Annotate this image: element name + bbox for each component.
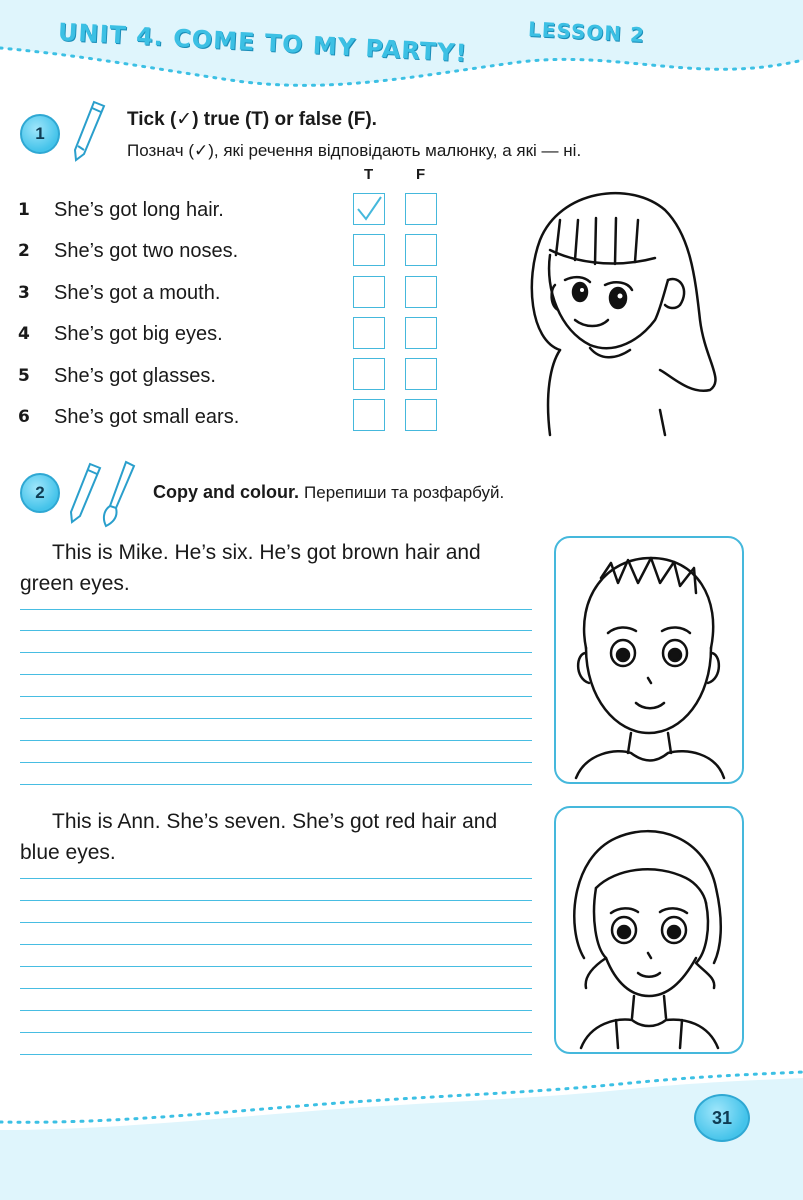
true-checkbox-2[interactable] (353, 234, 385, 266)
writing-line[interactable] (20, 966, 532, 967)
true-checkbox-5[interactable] (353, 358, 385, 390)
statement-row (18, 316, 223, 352)
statement-row (18, 358, 216, 394)
statement-text: She’s got glasses. (54, 364, 216, 387)
statement-number: 1 (18, 200, 30, 220)
exercise-2-instruction-en: Copy and colour. (153, 482, 300, 502)
true-checkbox-4[interactable] (353, 317, 385, 349)
page-number: 31 (694, 1094, 750, 1142)
statement-row (18, 399, 239, 435)
statement-number: 2 (18, 241, 30, 261)
false-checkbox-3[interactable] (405, 276, 437, 308)
exercise-1-instruction-en: Tick (✓) true (T) or false (F). (127, 109, 377, 130)
writing-line[interactable] (20, 762, 532, 763)
statement-number: 5 (18, 366, 30, 386)
writing-line[interactable] (20, 652, 532, 653)
statement-number: 4 (18, 324, 30, 344)
writing-line[interactable] (20, 1032, 532, 1033)
false-checkbox-1[interactable] (405, 193, 437, 225)
copy-paragraph-mike: This is Mike. He’s six. He’s got brown hair and green eyes. (20, 541, 481, 595)
girl-face-illustration (520, 180, 735, 440)
false-checkbox-4[interactable] (405, 317, 437, 349)
writing-line[interactable] (20, 878, 532, 879)
statement-text: She’s got small ears. (54, 405, 240, 428)
writing-line[interactable] (20, 740, 532, 741)
writing-line[interactable] (20, 674, 532, 675)
statement-row (18, 192, 224, 228)
girl-ann-face-illustration (556, 808, 742, 1052)
false-column-header: F (416, 166, 426, 183)
writing-line[interactable] (20, 784, 532, 785)
writing-line[interactable] (20, 696, 532, 697)
statement-text: She’s got a mouth. (54, 281, 221, 304)
writing-line[interactable] (20, 1010, 532, 1011)
statement-number: 6 (18, 407, 30, 427)
exercise-1-badge: 1 (20, 114, 60, 154)
writing-line[interactable] (20, 718, 532, 719)
exercise-2-instruction-ua: Перепиши та розфарбуй. (304, 483, 505, 502)
writing-line[interactable] (20, 900, 532, 901)
checkmark-icon (354, 194, 384, 224)
true-column-header: T (364, 166, 374, 183)
exercise-2-instruction (153, 482, 504, 503)
ann-portrait-frame[interactable] (554, 806, 744, 1054)
true-checkbox-3[interactable] (353, 276, 385, 308)
false-checkbox-2[interactable] (405, 234, 437, 266)
writing-line[interactable] (20, 1054, 532, 1055)
mike-portrait-frame[interactable] (554, 536, 744, 784)
writing-line[interactable] (20, 922, 532, 923)
writing-line[interactable] (20, 609, 532, 610)
unit-title: UNIT 4. COME TO MY PARTY! (57, 18, 469, 68)
writing-line[interactable] (20, 944, 532, 945)
statement-number: 3 (18, 283, 30, 303)
statement-row (18, 275, 220, 311)
exercise-2-badge: 2 (20, 473, 60, 513)
true-checkbox-6[interactable] (353, 399, 385, 431)
statement-row (18, 233, 238, 269)
lesson-label: LESSON 2 (527, 16, 646, 48)
false-checkbox-5[interactable] (405, 358, 437, 390)
pen-and-brush-icon (66, 458, 144, 528)
true-checkbox-1[interactable] (353, 193, 385, 225)
boy-face-illustration (556, 538, 742, 782)
writing-line[interactable] (20, 630, 532, 631)
footer-wave-decoration (0, 1060, 803, 1200)
statement-text: She’s got two noses. (54, 239, 239, 262)
statement-text: She’s got long hair. (54, 198, 224, 221)
exercise-1-instruction-ua: Познач (✓), які речення відповідають малюнку, а які — ні. (127, 141, 582, 160)
pen-icon (70, 96, 110, 166)
statement-text: She’s got big eyes. (54, 322, 223, 345)
writing-line[interactable] (20, 988, 532, 989)
false-checkbox-6[interactable] (405, 399, 437, 431)
copy-paragraph-ann: This is Ann. She’s seven. She’s got red hair and blue eyes. (20, 810, 498, 864)
